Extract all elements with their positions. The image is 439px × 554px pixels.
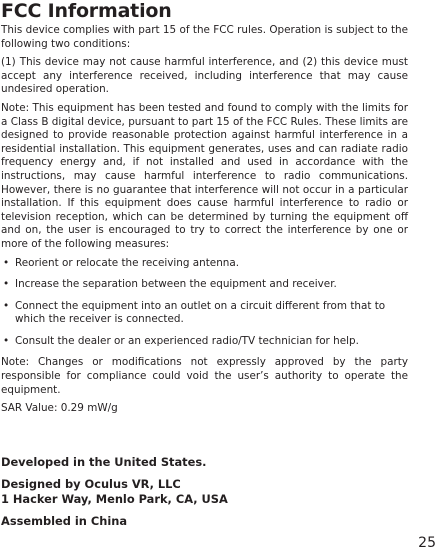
list-item <box>1 257 408 271</box>
measure-text: Increase the separation between the equipment and receiver. <box>15 278 337 291</box>
developed-line: Developed in the United States. <box>1 455 207 469</box>
address-line: 1 Hacker Way, Menlo Park, CA, USA <box>1 492 228 506</box>
bullet-icon: • <box>3 299 10 312</box>
sar-value: SAR Value: 0.29 mW/g <box>1 402 118 415</box>
bullet-icon: • <box>3 256 10 269</box>
list-item <box>1 335 408 349</box>
assembled-line: Assembled in China <box>1 514 128 528</box>
measure-text: Consult the dealer or an experienced radio/TV technician for help. <box>15 334 359 347</box>
modifications-note: Note: Changes or modifications not expressly approved by the party responsible for compliance could void the user’s authority to operate the equipment. <box>1 356 408 396</box>
designed-line: Designed by Oculus VR, LLC <box>1 477 181 491</box>
condition-label: (1) <box>1 56 16 69</box>
measure-text: Reorient or relocate the receiving antenna. <box>15 256 240 269</box>
intro-paragraph: This device complies with part 15 of the FCC rules. Operation is subject to the following two conditions: <box>1 24 408 50</box>
manufacturer-info <box>1 455 401 536</box>
bullet-icon: • <box>3 278 10 291</box>
page-title: FCC Information <box>1 0 172 22</box>
list-item <box>1 300 408 327</box>
condition-paragraph <box>1 56 408 97</box>
page-number: 25 <box>418 535 436 551</box>
condition-text: This device may not cause harmful interference, and (2) this device must accept any interference received, including interference that may cause undesired operation. <box>1 56 408 96</box>
measures-list <box>1 257 408 349</box>
list-item <box>1 278 408 292</box>
fcc-section <box>1 0 408 421</box>
bullet-icon: • <box>3 334 10 347</box>
note-paragraph: Note: This equipment has been tested and found to comply with the limits for a Class B digital device, pursuant to part 15 of the FCC Rules. These limits are designed to provide reasonable protection against harmful interference in a residential installation. This equipment generates, uses and can radiate radio frequency energy and, if not installed and used in accordance with the instructions, may cause harmful interference to radio communications. However, there is no guarantee that interference will not occur in a particular installation. If this equipment does cause harmful interference to radio or television reception, which can be determined by turning the equipment off and on, the user is encouraged to try to correct the interference by one or more of the following measures: <box>1 101 408 250</box>
measure-text: Connect the equipment into an outlet on a circuit different from that to which the receiver is connected. <box>15 299 386 326</box>
